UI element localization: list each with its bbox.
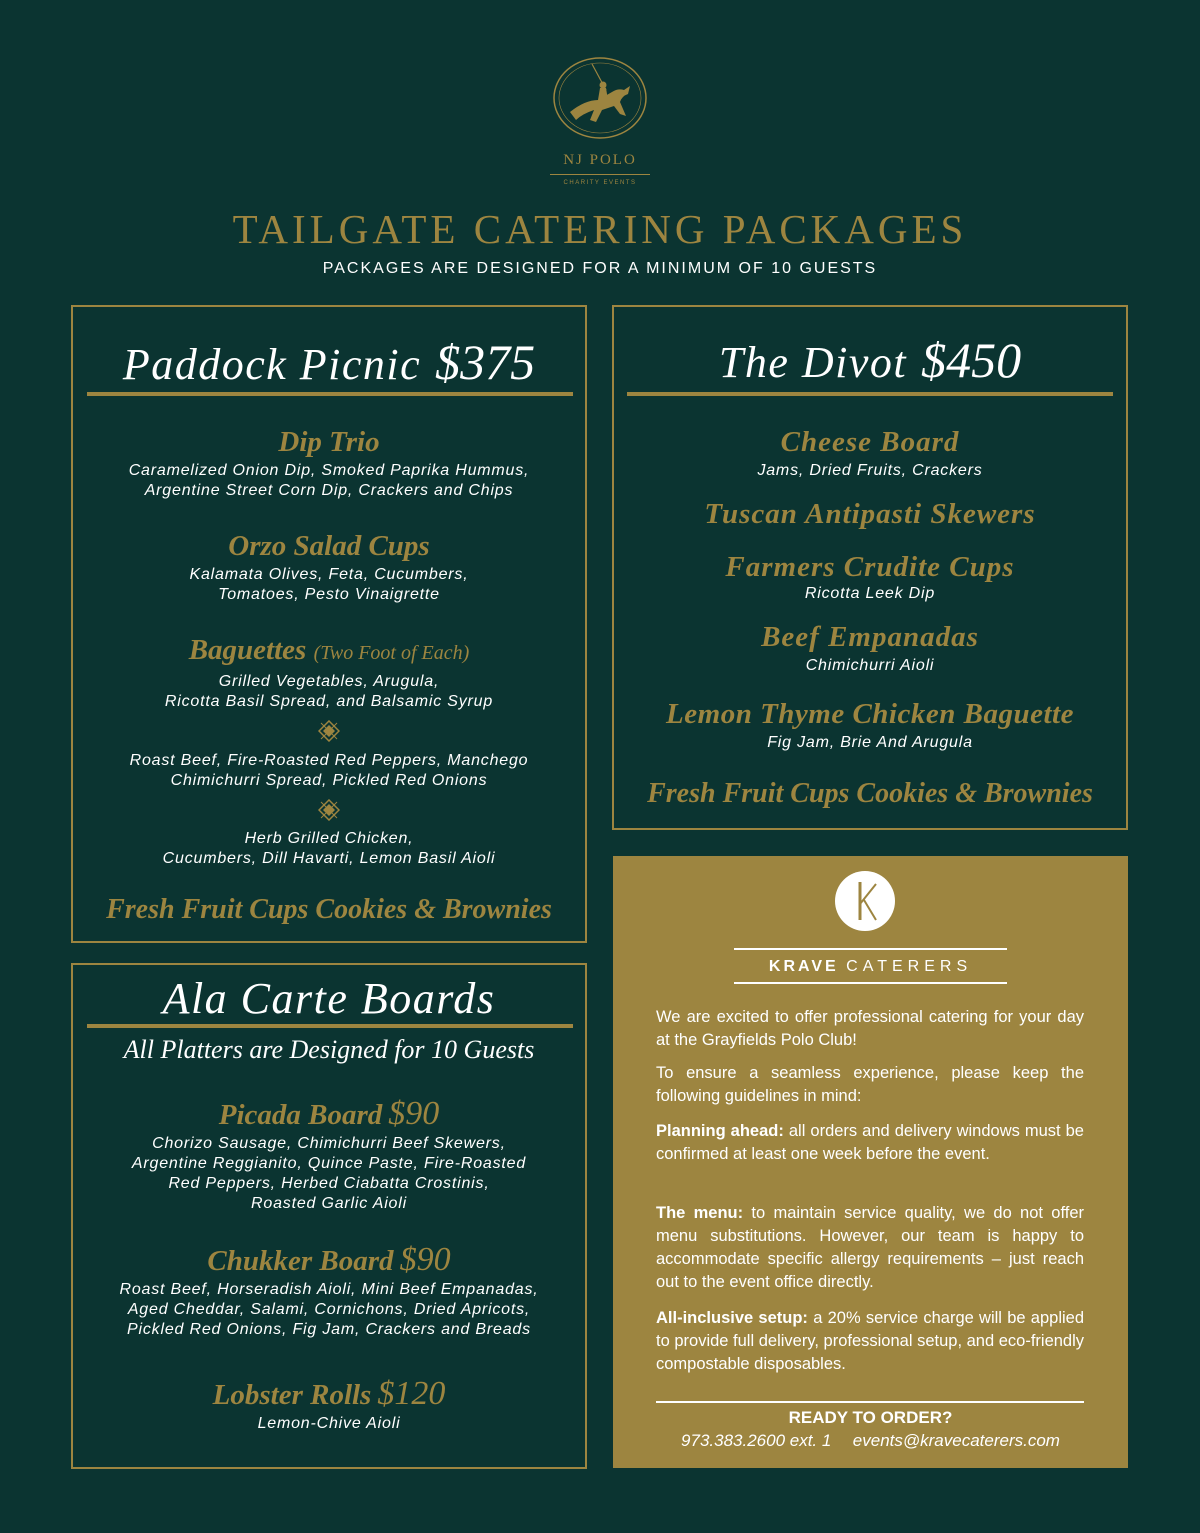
item-note: (Two Foot of Each) [313,642,470,664]
item-desc: Pickled Red Onions, Fig Jam, Crackers and Breads [127,1321,531,1338]
item-name-text: Lobster Rolls [212,1379,372,1411]
item-name: Tuscan Antipasti Skewers [704,498,1036,530]
item-desc: Chimichurri Spread, Pickled Red Onions [170,772,488,789]
krave-caterers-box [613,856,1128,1468]
item-desc: Aged Cheddar, Salami, Cornichons, Dried Apricots, [127,1301,531,1318]
item-desc: Caramelized Onion Dip, Smoked Paprika Hummus, [128,462,530,479]
ala-carte-rule [87,1024,573,1028]
item-name-text: Picada Board [218,1099,383,1131]
logo-subtitle: CHARITY EVENTS [563,180,637,186]
item-desc: Cucumbers, Dill Havarti, Lemon Basil Aioli [162,850,496,867]
menu-item [73,749,585,791]
ala-carte-subtitle: All Platters are Designed for 10 Guests [123,1035,535,1064]
item-name [73,1377,585,1412]
item-name: Farmers Crudite Cups [725,551,1015,583]
footer-text: Fresh Fruit Cups Cookies & Brownies [106,894,552,925]
page-title: TAILGATE CATERING PACKAGES [232,206,968,252]
menu-footer [614,777,1126,811]
paddock-rule [87,392,573,396]
logo-name: NJ POLO [563,152,637,168]
item-name: Lemon Thyme Chicken Baguette [666,698,1074,730]
krave-k-icon [834,870,896,932]
footer-text: Fresh Fruit Cups Cookies & Brownies [647,778,1093,809]
item-name [73,1097,585,1132]
divot-title: The Divot [718,338,908,387]
krave-rule-top [734,948,1007,950]
item-desc: Lemon-Chive Aioli [257,1415,401,1432]
paddock-heading [73,333,585,391]
divot-heading [614,331,1126,389]
brand-bold: KRAVE [768,958,839,975]
item-name-text: Baguettes [188,634,307,666]
menu-item [73,1243,585,1340]
item-desc: Red Peppers, Herbed Ciabatta Crostinis, [168,1175,490,1192]
ornament-icon [73,799,585,826]
menu-item [614,620,1126,676]
item-desc: Roast Beef, Fire-Roasted Red Peppers, Manchego [129,752,529,769]
planning-guideline [656,1120,1084,1166]
paddock-picnic-box [71,305,587,943]
ready-to-order: READY TO ORDER? [788,1408,953,1427]
planning-text: all orders and delivery windows must be confirmed at least one week before the event. [656,1122,1084,1163]
item-desc: Ricotta Basil Spread, and Balsamic Syrup [164,693,494,710]
menu-item [73,1097,585,1214]
item-desc: Roast Beef, Horseradish Aioli, Mini Beef Empanadas, [119,1281,539,1298]
menu-item [614,497,1126,531]
intro-text: We are excited to offer professional catering for your day at the Grayfields Polo Club! [656,1008,1084,1049]
menu-item [73,529,585,605]
email-link[interactable]: events@kravecaterers.com [852,1431,1060,1450]
page-subtitle: PACKAGES ARE DESIGNED FOR A MINIMUM OF 10 GUESTS [322,260,878,277]
item-name-text: Chukker Board [207,1245,394,1277]
item-desc: Argentine Street Corn Dip, Crackers and Chips [144,482,514,499]
divot-price: $450 [921,332,1022,388]
divot-rule [627,392,1113,396]
item-desc: Chorizo Sausage, Chimichurri Beef Skewers, [152,1135,506,1152]
menu-footer [73,893,585,927]
item-desc: Tomatoes, Pesto Vinaigrette [218,586,440,603]
polo-player-icon [540,52,660,150]
menu-text: to maintain service quality, we do not offer menu substitutions. However, our team is happy to accommodate specific allergy requirements – just reach out to the event office directly. [656,1204,1084,1291]
item-desc: Chimichurri Aioli [805,657,935,674]
krave-brand [613,958,1128,976]
setup-text: a 20% service charge will be applied to provide full delivery, professional setup, and eco-friendly compostable disposables. [656,1309,1085,1373]
item-name [73,1243,585,1278]
item-price: $90 [399,1241,451,1278]
item-name [73,633,585,670]
menu-item [614,550,1126,604]
item-desc: Grilled Vegetables, Arugula, [218,673,440,690]
item-desc: Roasted Garlic Aioli [251,1195,407,1212]
item-desc: Kalamata Olives, Feta, Cucumbers, [189,566,469,583]
menu-label: The menu: [656,1204,744,1222]
item-price: $120 [377,1375,446,1412]
menu-item [614,425,1126,481]
setup-guideline [656,1307,1084,1376]
menu-item [73,425,585,501]
menu-guideline [656,1202,1084,1294]
ala-carte-title: Ala Carte Boards [162,974,496,1023]
item-desc: Fig Jam, Brie And Arugula [767,734,973,751]
krave-rule-bottom [734,982,1007,984]
item-name: Beef Empanadas [761,621,979,653]
ornament-icon [73,720,585,747]
item-price: $90 [388,1095,440,1132]
menu-item [73,633,585,712]
planning-label: Planning ahead: [656,1122,784,1140]
menu-item [73,1377,585,1434]
paddock-title: Paddock Picnic [122,340,422,389]
phone-number[interactable]: 973.383.2600 ext. 1 [681,1431,832,1450]
item-name: Cheese Board [780,426,960,458]
item-name: Orzo Salad Cups [228,530,430,562]
menu-item [73,827,585,869]
item-desc: Jams, Dried Fruits, Crackers [757,462,983,479]
item-desc: Argentine Reggianito, Quince Paste, Fire-Roasted [131,1155,527,1172]
item-desc: Herb Grilled Chicken, [244,830,414,847]
ala-carte-box [71,963,587,1469]
setup-label: All-inclusive setup: [656,1309,808,1327]
item-name: Dip Trio [278,426,380,458]
contact-line [613,1431,1128,1451]
guidelines-intro: To ensure a seamless experience, please keep the following guidelines in mind: [656,1064,1084,1105]
item-desc: Ricotta Leek Dip [804,585,936,602]
nj-polo-logo [540,52,660,192]
brand-rest: CATERERS [846,958,973,975]
paddock-price: $375 [435,334,536,390]
krave-rule-contact [656,1401,1084,1403]
divot-box [612,305,1128,830]
menu-item [614,697,1126,753]
